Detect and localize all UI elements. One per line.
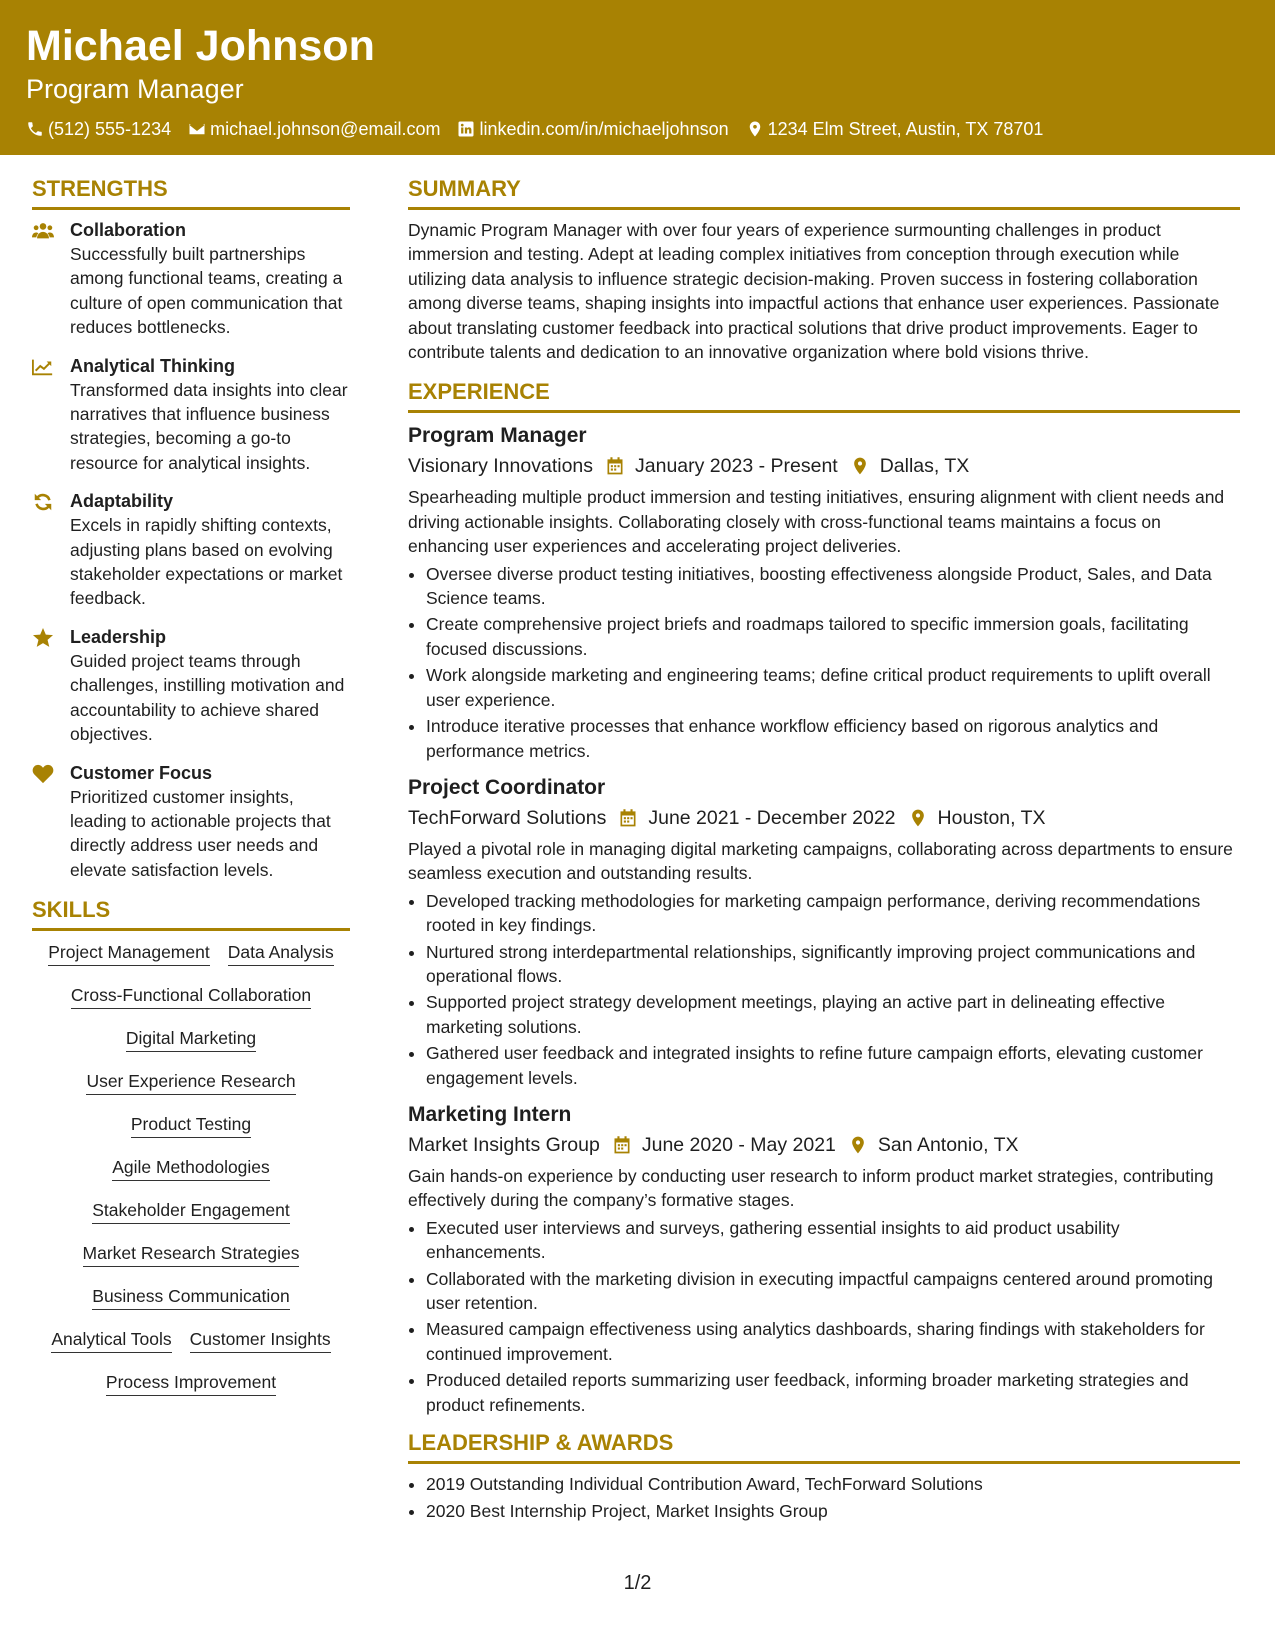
skill-tag: Digital Marketing (126, 1025, 256, 1052)
awards-heading: LEADERSHIP & AWARDS (408, 1429, 1240, 1464)
skills-list (32, 939, 350, 1412)
skills-heading: SKILLS (32, 896, 350, 931)
awards-list (408, 1472, 1240, 1524)
linkedin-icon (457, 120, 475, 138)
strength-item (32, 354, 350, 476)
job-description: Played a pivotal role in managing digital marketing campaigns, collaborating across departments to ensure seamless execution and outstanding results. (408, 838, 1233, 884)
strength-desc: Successfully built partnerships among functional teams, creating a culture of open communication that reduces bottlenecks. (70, 244, 343, 338)
job-bullets (408, 562, 1240, 763)
contact-email[interactable] (188, 119, 440, 140)
job-bullet: • Work alongside marketing and engineering teams; define critical product requirements to uplift overall user experience. (426, 663, 1240, 712)
map-pin-icon (746, 120, 764, 138)
skill-tag: Process Improvement (106, 1369, 276, 1396)
strength-name: Adaptability (70, 491, 174, 512)
strength-item (32, 625, 350, 747)
award-item: • 2019 Outstanding Individual Contribution Award, TechForward Solutions (426, 1472, 1240, 1496)
skill-tag: Market Research Strategies (83, 1240, 300, 1267)
job-bullet: • Produced detailed reports summarizing user feedback, informing broader marketing strategies and product refinements. (426, 1368, 1240, 1417)
job-entry (408, 773, 1240, 1090)
job-entry (408, 421, 1240, 762)
skill-tag: Product Testing (131, 1111, 251, 1138)
contact-phone (26, 119, 171, 140)
job-bullet: • Gathered user feedback and integrated insights to refine future campaign efforts, elevating customer engagement levels. (426, 1041, 1240, 1090)
strength-desc: Guided project teams through challenges, instilling motivation and accountability to achieve shared objectives. (70, 650, 345, 745)
email-link[interactable]: michael.johnson@email.com (210, 118, 441, 139)
strengths-list (32, 218, 350, 882)
skill-tag: Customer Insights (190, 1326, 331, 1353)
contact-address (746, 119, 1044, 140)
candidate-name: Michael Johnson (26, 22, 375, 70)
skill-tag: Business Communication (92, 1283, 289, 1310)
job-location: San Antonio, TX (877, 1133, 1019, 1156)
map-pin-icon (908, 808, 928, 828)
page-number: 1/2 (623, 1572, 652, 1594)
skill-tag: Analytical Tools (51, 1326, 171, 1353)
calendar-icon (612, 1135, 632, 1155)
calendar-icon (605, 456, 625, 476)
candidate-title: Program Manager (26, 74, 244, 104)
summary-text: Dynamic Program Manager with over four years of experience surmounting challenges in product immersion and testing. Adept at leading complex initiatives from conception through execution while utilizing data analysis to influence strategic decision-making. Proven success in fostering collaboration among diverse teams, shaping insights into impactful actions that enhance user experiences. Passionate about translating customer feedback into practical solutions that drive product improvements. Eager to contribute talents and dedication to an innovative organization where bold visions thrive. (408, 220, 1220, 363)
envelope-icon (188, 120, 206, 138)
job-bullet: • Supported project strategy development meetings, playing an active part in delineating effective marketing solutions. (426, 990, 1240, 1039)
skill-tag: Agile Methodologies (112, 1154, 270, 1181)
job-dates: June 2020 - May 2021 (641, 1133, 836, 1156)
job-bullet: • Collaborated with the marketing division in executing impactful campaigns centered around promoting user retention. (426, 1267, 1240, 1316)
job-meta (408, 451, 1240, 481)
resume-header (0, 0, 1275, 155)
skill-tag: Data Analysis (228, 939, 334, 966)
job-bullet: • Oversee diverse product testing initiatives, boosting effectiveness alongside Product, Sales, and Data Science teams. (426, 562, 1240, 611)
strength-item (32, 489, 350, 611)
job-meta (408, 1130, 1240, 1160)
job-description: Spearheading multiple product immersion and testing initiatives, ensuring alignment with client needs and driving actionable insights. Collaborating closely with cross-functional teams maintains a focus on enhancing user experiences and accelerating project deliveries. (408, 487, 1225, 557)
calendar-icon (618, 808, 638, 828)
heart-icon (32, 764, 54, 784)
strength-name: Customer Focus (70, 762, 213, 783)
strengths-heading: STRENGTHS (32, 175, 350, 210)
strength-item (32, 761, 350, 883)
job-title: Marketing Intern (408, 1102, 572, 1126)
job-bullet: • Create comprehensive project briefs and roadmaps tailored to specific immersion goals, facilitating focused discussions. (426, 612, 1240, 661)
job-title: Program Manager (408, 424, 587, 448)
skill-tag: Cross-Functional Collaboration (71, 982, 311, 1009)
skill-tag: User Experience Research (86, 1068, 295, 1095)
job-dates: January 2023 - Present (635, 455, 838, 478)
job-bullets (408, 1216, 1240, 1417)
map-pin-icon (848, 1135, 868, 1155)
job-bullet: • Introduce iterative processes that enhance workflow efficiency based on rigorous analytics and performance metrics. (426, 714, 1240, 763)
job-bullet: • Measured campaign effectiveness using analytics dashboards, sharing findings with stakeholders for continued improvement. (426, 1317, 1240, 1366)
job-description: Gain hands-on experience by conducting user research to inform product market strategies, contributing effectively during the company’s formative stages. (408, 1165, 1214, 1211)
award-item: • 2020 Best Internship Project, Market Insights Group (426, 1499, 1240, 1523)
strength-item (32, 218, 350, 340)
strength-name: Analytical Thinking (70, 355, 236, 376)
job-title: Project Coordinator (408, 775, 606, 799)
skill-tag: Stakeholder Engagement (92, 1197, 290, 1224)
refresh-icon (32, 492, 54, 512)
contact-bar (26, 116, 1060, 142)
job-bullet: • Developed tracking methodologies for marketing campaign performance, deriving recommendations rooted in key findings. (426, 889, 1240, 938)
contact-linkedin[interactable] (457, 119, 728, 140)
strength-desc: Excels in rapidly shifting contexts, adjusting plans based on evolving stakeholder expectations or market feedback. (70, 515, 343, 609)
right-column (408, 175, 1240, 1527)
address-text: 1234 Elm Street, Austin, TX 78701 (767, 118, 1044, 139)
users-icon (32, 221, 54, 241)
chart-line-icon (32, 357, 54, 377)
star-icon (32, 628, 54, 648)
job-company: Visionary Innovations (408, 455, 594, 478)
experience-heading: EXPERIENCE (408, 378, 1240, 413)
job-entry (408, 1100, 1240, 1417)
job-dates: June 2021 - December 2022 (648, 806, 896, 829)
skill-tag: Project Management (48, 939, 209, 966)
job-bullet: • Executed user interviews and surveys, gathering essential insights to aid product usability enhancements. (426, 1216, 1240, 1265)
strength-desc: Prioritized customer insights, leading to actionable projects that directly address user needs and elevate satisfaction levels. (70, 786, 331, 880)
strength-name: Collaboration (70, 220, 186, 240)
job-bullets (408, 889, 1240, 1090)
linkedin-link[interactable]: linkedin.com/in/michaeljohnson (479, 118, 729, 139)
phone-icon (26, 120, 44, 138)
phone-text: (512) 555-1234 (48, 118, 172, 139)
job-location: Houston, TX (937, 806, 1046, 829)
map-pin-icon (850, 456, 870, 476)
strength-name: Leadership (70, 626, 167, 647)
job-company: Market Insights Group (408, 1133, 600, 1156)
job-meta (408, 803, 1240, 833)
left-column (32, 175, 350, 1412)
summary-heading: SUMMARY (408, 175, 1240, 210)
strength-desc: Transformed data insights into clear narratives that influence business strategies, becoming a go-to resource for analytical insights. (70, 379, 348, 473)
job-bullet: • Nurtured strong interdepartmental relationships, significantly improving project communications and operational flows. (426, 940, 1240, 989)
job-location: Dallas, TX (879, 455, 970, 478)
job-company: TechForward Solutions (408, 806, 607, 829)
